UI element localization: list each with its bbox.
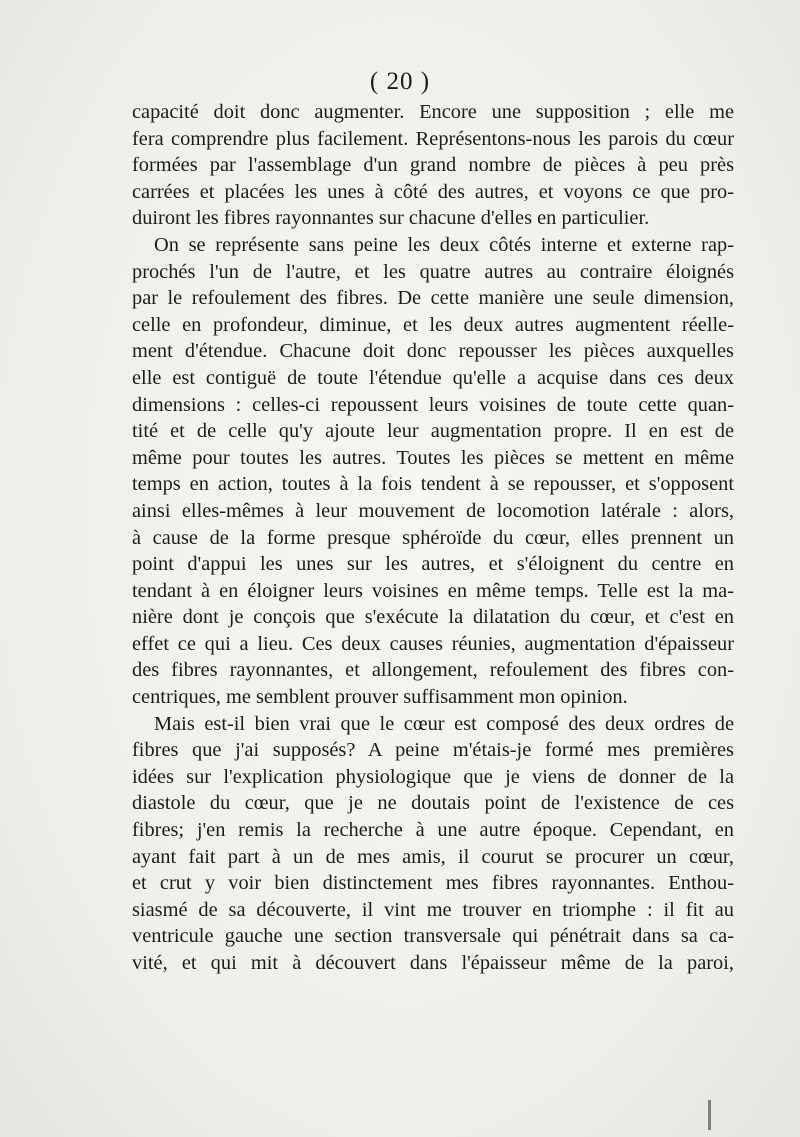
text-line: celle en profondeur, diminue, et les deux autres augmentent réelle- <box>132 313 734 336</box>
text-line: formées par l'assemblage d'un grand nombre de pièces à peu près <box>132 154 734 177</box>
text-line: même pour toutes les autres. Toutes les pièces se mettent en même <box>132 446 734 469</box>
text-line: tendant à en éloigner leurs voisines en même temps. Telle est la ma- <box>132 579 734 602</box>
body-text <box>132 99 734 977</box>
page-edge-mark <box>708 1100 711 1130</box>
text-line: centriques, me semblent prouver suffisamment mon opinion. <box>132 686 628 709</box>
text-line: fibres que j'ai supposés? A peine m'étais-je formé mes premières <box>132 739 734 762</box>
text-line: ment d'étendue. Chacune doit donc repousser les pièces auxquelles <box>132 340 734 363</box>
text-line: ainsi elles-mêmes à leur mouvement de locomotion latérale : alors, <box>132 499 734 522</box>
text-line: effet ce qui a lieu. Ces deux causes réunies, augmentation d'épaisseur <box>132 632 734 655</box>
text-line: point d'appui les unes sur les autres, et s'éloignent du centre en <box>132 553 734 576</box>
paragraph-start-line: On se représente sans peine les deux côtés interne et externe rap- <box>154 233 734 256</box>
text-line: vité, et qui mit à découvert dans l'épaisseur même de la paroi, <box>132 952 734 974</box>
text-line: prochés l'un de l'autre, et les quatre autres au contraire éloignés <box>132 260 734 283</box>
text-line: idées sur l'explication physiologique que je viens de donner de la <box>132 765 734 788</box>
page-number: ( 20 ) <box>369 68 431 95</box>
text-line: diastole du cœur, que je ne doutais point de l'existence de ces <box>132 792 734 815</box>
text-line: elle est contiguë de toute l'étendue qu'elle a acquise dans ces deux <box>132 366 734 389</box>
text-line: duiront les fibres rayonnantes sur chacune d'elles en particulier. <box>132 207 650 230</box>
text-line: fera comprendre plus facilement. Représentons-nous les parois du cœur <box>132 127 734 150</box>
text-line: carrées et placées les unes à côté des autres, et voyons ce que pro- <box>132 180 734 203</box>
paragraph-start-line: Mais est-il bien vrai que le cœur est composé des deux ordres de <box>154 712 734 735</box>
text-line: ayant fait part à un de mes amis, il courut se procurer un cœur, <box>132 845 734 868</box>
text-line: des fibres rayonnantes, et allongement, refoulement des fibres con- <box>132 659 734 682</box>
text-line: dimensions : celles-ci repoussent leurs voisines de toute cette quan- <box>132 393 734 416</box>
text-line: ventricule gauche une section transversale qui pénétrait dans sa ca- <box>132 925 734 948</box>
text-line: nière dont je conçois que s'exécute la dilatation du cœur, et c'est en <box>132 606 734 629</box>
text-line: et crut y voir bien distinctement mes fibres rayonnantes. Enthou- <box>132 872 734 895</box>
text-line: tité et de celle qu'y ajoute leur augmentation propre. Il en est de <box>132 420 734 443</box>
text-line: capacité doit donc augmenter. Encore une supposition ; elle me <box>132 101 734 123</box>
text-line: fibres; j'en remis la recherche à une autre époque. Cependant, en <box>132 819 734 842</box>
text-line: à cause de la forme presque sphéroïde du cœur, elles prennent un <box>132 526 734 549</box>
text-line: siasmé de sa découverte, il vint me trouver en triomphe : il fit au <box>132 898 734 921</box>
text-line: temps en action, toutes à la fois tendent à se repousser, et s'opposent <box>132 473 734 496</box>
text-line: par le refoulement des fibres. De cette manière une seule dimension, <box>132 287 734 310</box>
